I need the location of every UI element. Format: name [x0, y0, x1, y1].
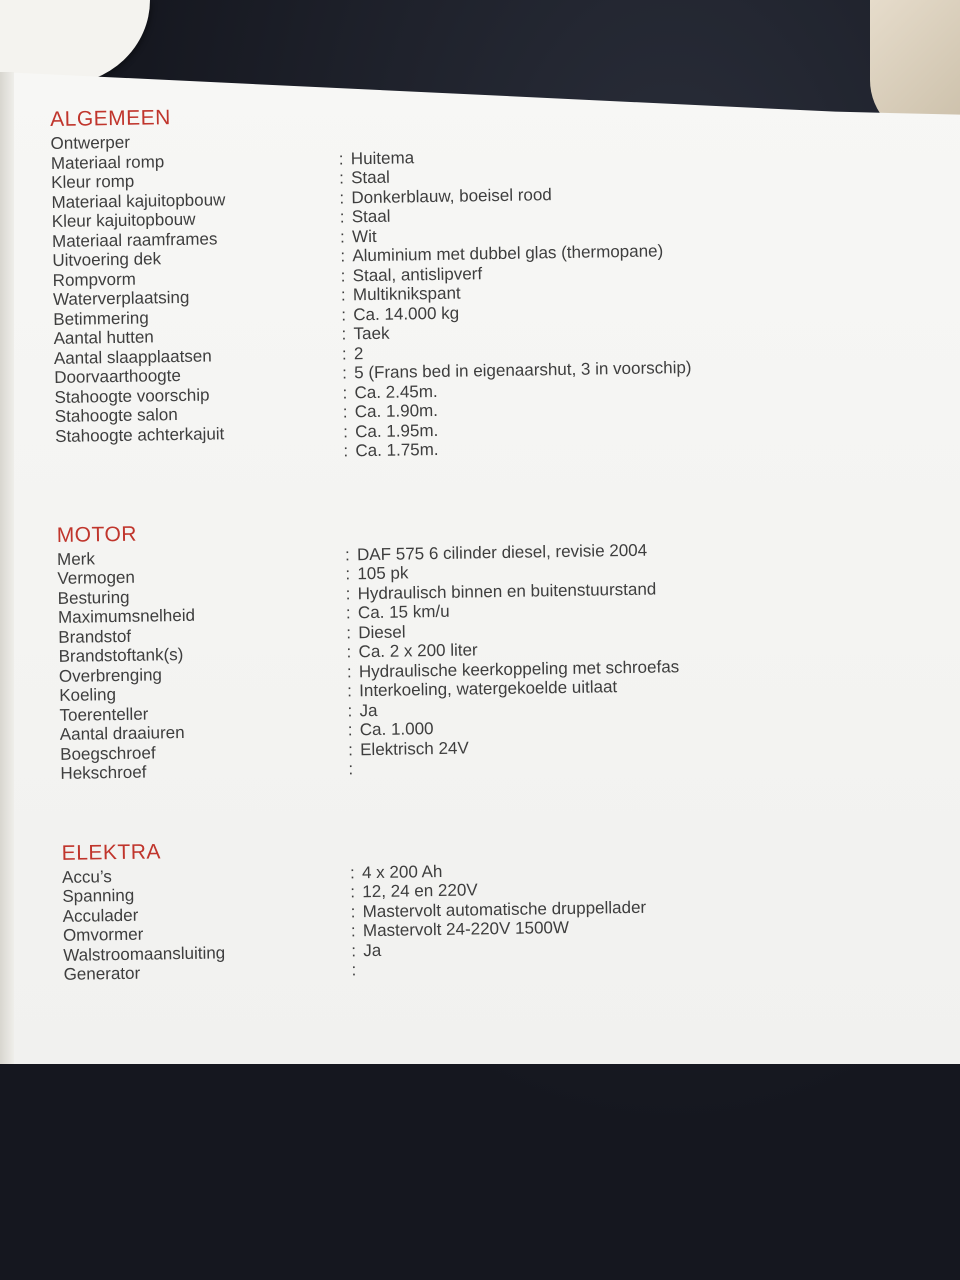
spec-label: Besturing [57, 587, 130, 608]
spec-value: Huitema [350, 147, 415, 168]
spec-label: Kleur kajuitopbouw [51, 209, 196, 231]
spec-separator: : [345, 564, 351, 584]
spec-label: Maximumsnelheid [57, 605, 196, 627]
spec-separator: : [346, 661, 352, 681]
spec-separator: : [349, 862, 355, 882]
spec-value: Staal, antislipverf [352, 263, 483, 285]
spec-label: Kleur romp [51, 171, 135, 192]
spec-separator: : [346, 622, 352, 642]
spec-label: Waterverplaatsing [52, 287, 190, 309]
spec-label: Overbrenging [58, 664, 163, 686]
spec-separator: : [345, 603, 351, 623]
spec-separator: : [351, 940, 357, 960]
spec-value: Aluminium met dubbel glas (thermopane) [352, 241, 664, 266]
spec-value: Ca. 1.95m. [354, 420, 439, 441]
spec-value: 2 [353, 343, 364, 363]
spec-separator: : [343, 441, 349, 461]
spec-value: Ca. 1.75m. [355, 439, 439, 461]
spec-separator: : [347, 739, 353, 759]
spec-value: Mastervolt automatische druppellader [362, 897, 647, 921]
spec-value: 4 x 200 Ah [361, 861, 443, 882]
spec-value: 12, 24 en 220V [362, 880, 478, 902]
spec-label: Materiaal raamframes [51, 228, 218, 251]
spec-separator: : [340, 285, 346, 305]
section-motor [57, 510, 931, 784]
spec-label: Acculader [62, 905, 139, 926]
section-elektra [62, 828, 934, 985]
spec-separator: : [347, 681, 353, 701]
spec-value: Hydraulisch binnen en buitenstuurstand [357, 579, 657, 603]
section-heading: ALGEMEEN [50, 106, 172, 131]
spec-value: 5 (Frans bed in eigenaarshut, 3 in voorschip) [354, 357, 692, 383]
spec-value: DAF 575 6 cilinder diesel, revisie 2004 [356, 540, 648, 564]
spec-label: Rompvorm [52, 269, 136, 290]
spec-label: Doorvaarthoogte [54, 365, 182, 387]
spec-label: Brandstoftank(s) [58, 644, 184, 666]
section-algemeen [50, 94, 926, 465]
section-heading: MOTOR [56, 522, 138, 547]
spec-value: Ca. 15 km/u [357, 601, 450, 623]
spec-label: Brandstof [58, 626, 132, 647]
spec-value: Wit [351, 226, 377, 246]
spec-value: Interkoeling, watergekoelde uitlaat [359, 677, 618, 701]
spec-label: Omvormer [62, 924, 144, 945]
spec-value: Ca. 1.90m. [354, 400, 439, 422]
spec-separator: : [342, 402, 348, 422]
spec-separator: : [350, 882, 356, 902]
spec-value: Ja [359, 700, 378, 720]
spec-label: Materiaal romp [50, 151, 165, 173]
spec-separator: : [342, 421, 348, 441]
spec-separator: : [346, 642, 352, 662]
spec-label: Boegschroef [59, 742, 156, 764]
section-heading: ELEKTRA [61, 839, 162, 865]
spec-separator: : [339, 207, 345, 227]
spec-separator: : [350, 901, 356, 921]
spec-separator: : [342, 363, 348, 383]
spec-separator: : [348, 759, 354, 779]
spec-value: Ca. 2.45m. [354, 381, 438, 402]
spec-label: Walstroomaansluiting [63, 942, 226, 965]
spec-value: Multiknikspant [352, 283, 461, 305]
spec-separator: : [347, 720, 353, 740]
spec-value: Elektrisch 24V [359, 738, 469, 759]
spec-label: Materiaal kajuitopbouw [51, 189, 226, 212]
spec-label: Stahoogte salon [54, 405, 178, 426]
spec-separator: : [344, 544, 350, 564]
spec-label: Aantal slaapplaatsen [53, 345, 212, 368]
spec-label: Accu’s [61, 866, 112, 887]
spec-value: Ca. 1.000 [359, 719, 434, 740]
spec-value: Staal [351, 206, 391, 227]
spec-label: Merk [56, 548, 96, 569]
spec-separator: : [351, 960, 357, 980]
spec-label: Vermogen [57, 567, 136, 588]
spec-label: Stahoogte achterkajuit [55, 423, 225, 446]
spec-value: Mastervolt 24-220V 1500W [362, 917, 570, 941]
spec-separator: : [341, 304, 347, 324]
spec-value: Ca. 2 x 200 liter [358, 640, 478, 662]
spec-label: Spanning [62, 885, 135, 906]
spec-separator: : [338, 148, 344, 168]
spec-label: Generator [63, 963, 141, 984]
spec-label: Stahoogte voorschip [54, 385, 210, 407]
spec-value: Staal [350, 167, 391, 188]
spec-separator: : [345, 583, 351, 603]
spec-label: Aantal draaiuren [59, 722, 185, 744]
spec-separator: : [339, 226, 345, 246]
spec-separator: : [339, 187, 345, 207]
spec-separator [338, 129, 350, 149]
spec-separator: : [338, 168, 345, 188]
spec-value: Donkerblauw, boeisel rood [351, 184, 552, 207]
spec-value: Ca. 14.000 kg [353, 303, 460, 324]
spec-separator: : [347, 700, 353, 720]
spec-separator: : [341, 324, 347, 344]
spec-value: Diesel [358, 621, 406, 642]
spec-value: 105 pk [357, 563, 409, 584]
spec-value: Taek [353, 323, 390, 344]
spec-sheet-content [50, 94, 935, 1042]
spec-label: Ontwerper [50, 132, 131, 153]
spec-label: Hekschroef [60, 762, 147, 783]
spec-value: Ja [363, 940, 382, 960]
spec-label: Toerenteller [59, 704, 149, 725]
spec-label: Betimmering [53, 307, 149, 329]
spec-separator: : [350, 921, 356, 941]
spec-value: Hydraulische keerkoppeling met schroefas [358, 656, 680, 681]
spec-separator: : [342, 382, 348, 402]
spec-separator: : [340, 265, 346, 285]
spec-label [55, 441, 343, 465]
spec-separator: : [340, 246, 346, 266]
page-binding-edge [0, 72, 14, 1064]
spec-label: Uitvoering dek [52, 249, 162, 270]
spec-label: Aantal hutten [53, 327, 154, 348]
spec-separator: : [341, 343, 347, 363]
spec-label: Koeling [59, 685, 117, 705]
